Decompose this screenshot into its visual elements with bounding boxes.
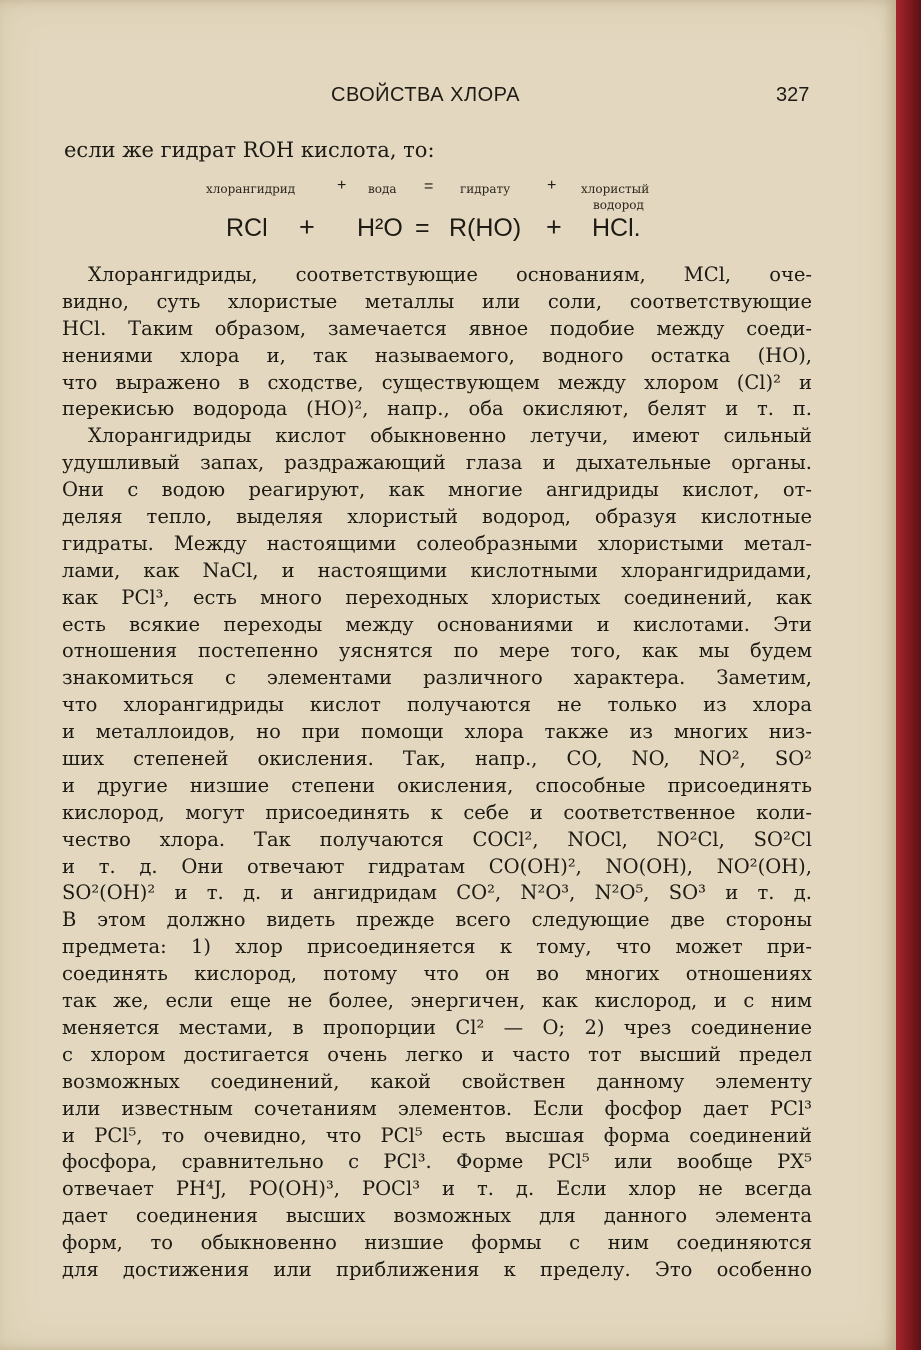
text-line: фосфора, сравнительно с PCl³. Форме PCl⁵ или вообще PX⁵ <box>62 1150 812 1174</box>
formula-rcl: RCl <box>226 214 268 242</box>
formula-hcl: HCl. <box>592 214 641 242</box>
formula-plus-2: + <box>546 212 562 242</box>
text-line: для достижения или приближения к пределу. Это особенно <box>62 1257 812 1281</box>
text-line: и т. д. Они отвечают гидратам CO(OH)², NO(OH), NO²(OH), <box>62 854 812 878</box>
text-line: нениями хлора и, так называемого, водного остатка (HO), <box>62 343 812 367</box>
body-text <box>62 262 812 1284</box>
text-line: есть всякие переходы между основаниями и кислотами. Эти <box>62 612 812 636</box>
text-line: с хлором достигается очень легко и часто тот высший предел <box>62 1042 812 1066</box>
text-line: лами, как NaCl, и настоящими кислотными хлорангидридами, <box>62 558 812 582</box>
text-line: возможных соединений, какой свойствен данному элементу <box>62 1069 812 1093</box>
label-chloranhydride: хлорангидрид <box>206 182 296 196</box>
text-line: что хлорангидриды кислот получаются не только из хлора <box>62 693 812 717</box>
text-line: кислород, могут присоединять к себе и соответственное коли- <box>62 800 812 824</box>
text-line: и другие низшие степени окисления, способные присоединять <box>62 773 812 797</box>
text-line: предмета: 1) хлор присоединяется к тому, что может при- <box>62 935 812 959</box>
label-hydrate: гидрату <box>460 182 511 196</box>
text-line: меняется местами, в пропорции Cl² — O; 2) чрез соединение <box>62 1015 812 1039</box>
book-spine-edge <box>896 0 921 1350</box>
label-hydrogen-chloride-line2: водород <box>593 198 644 212</box>
page-number: 327 <box>776 84 810 106</box>
formula-water: H²O <box>357 214 403 242</box>
label-plus-1: + <box>337 177 347 194</box>
text-line: Хлорангидриды кислот обыкновенно летучи, имеют сильный <box>88 424 812 448</box>
label-water: вода <box>368 182 397 196</box>
text-line: Хлорангидриды, соответствующие основаниям, MCl, оче- <box>88 263 812 286</box>
text-line: В этом должно видеть прежде всего следующие две стороны <box>62 908 812 932</box>
text-line: соединять кислород, потому что он во многих отношениях <box>62 962 812 986</box>
text-line: Они с водою реагируют, как многие ангидриды кислот, от- <box>62 478 812 502</box>
text-line: как PCl³, есть много переходных хлористых соединений, как <box>62 585 812 609</box>
formula-plus-1: + <box>299 212 315 242</box>
intro-line: если же гидрат ROH кислота, то: <box>64 138 435 162</box>
running-header-title: СВОЙСТВА ХЛОРА <box>331 84 520 106</box>
text-line: что выражено в сходстве, существующем между хлором (Cl)² и <box>62 370 812 394</box>
formula-equals: = <box>415 214 430 242</box>
text-line: дает соединения высших возможных для данного элемента <box>62 1204 812 1228</box>
text-line: отношения постепенно уяснятся по мере того, как мы будем <box>62 639 812 663</box>
text-line: или известным сочетаниям элементов. Если фосфор дает PCl³ <box>62 1096 812 1120</box>
text-line: удушливый запах, раздражающий глаза и дыхательные органы. <box>62 451 812 475</box>
text-line: и металлоидов, но при помощи хлора также из многих низ- <box>62 720 812 744</box>
label-plus-2: + <box>547 177 557 194</box>
text-line: форм, то обыкновенно низшие формы с ним соединяются <box>62 1231 812 1255</box>
text-line: и PCl⁵, то очевидно, что PCl⁵ есть высшая форма соединений <box>62 1123 812 1147</box>
text-line: знакомиться с элементами различного характера. Заметим, <box>62 666 812 690</box>
text-line: перекисью водорода (HO)², напр., оба окисляют, белят и т. п. <box>62 397 812 421</box>
text-line: видно, суть хлористые металлы или соли, соответствующие <box>62 289 812 313</box>
formula-hydrate: R(HO) <box>449 214 522 242</box>
label-hydrogen-chloride-line1: хлористый <box>581 182 650 196</box>
label-equals: = <box>424 178 434 195</box>
text-line: HCl. Таким образом, замечается явное подобие между соеди- <box>62 316 812 340</box>
text-line: отвечает PH⁴J, PO(OH)³, POCl³ и т. д. Если хлор не всегда <box>62 1177 812 1201</box>
text-line: чество хлора. Так получаются COCl², NOCl, NO²Cl, SO²Cl <box>62 827 812 851</box>
text-line: ших степеней окисления. Так, напр., CO, NO, NO², SO² <box>62 747 812 771</box>
text-line: гидраты. Между настоящими солеобразными хлористыми метал- <box>62 531 812 555</box>
text-line: деляя тепло, выделяя хлористый водород, образуя кислотные <box>62 505 812 529</box>
text-line: так же, если еще не более, энергичен, как кислород, и с ним <box>62 989 812 1013</box>
text-line: SO²(OH)² и т. д. и ангидридам CO², N²O³, N²O⁵, SO³ и т. д. <box>62 881 812 905</box>
